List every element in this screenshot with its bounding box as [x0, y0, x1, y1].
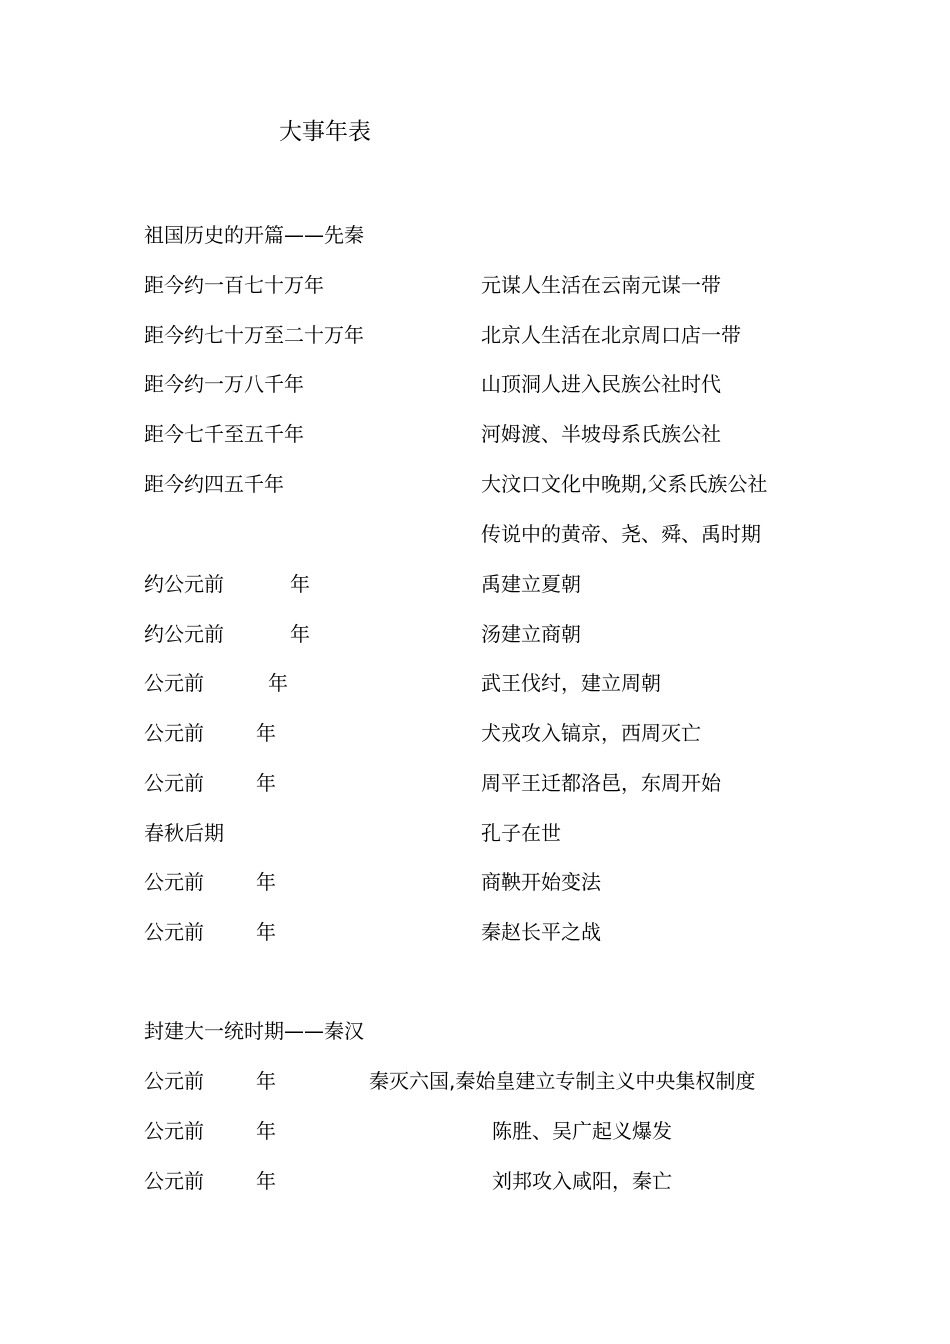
- row-date: 公元前: [144, 771, 204, 795]
- row-date: 距今约七十万至二十万年: [144, 323, 364, 347]
- row-event: 北京人生活在北京周口店一带: [481, 323, 741, 347]
- section-heading-pre-qin: 祖国历史的开篇——先秦: [144, 223, 364, 247]
- row-date: 春秋后期: [144, 821, 224, 845]
- row-event: 河姆渡、半坡母系氏族公社: [481, 422, 721, 446]
- row-date: 公元前: [144, 1069, 204, 1093]
- row-date: 约公元前: [144, 622, 224, 646]
- row-date: 距今七千至五千年: [144, 422, 304, 446]
- row-event: 陈胜、吴广起义爆发: [492, 1119, 672, 1143]
- row-event: 秦灭六国,秦始皇建立专制主义中央集权制度: [369, 1069, 756, 1093]
- row-event: 山顶洞人进入民族公社时代: [481, 372, 721, 396]
- row-year-suffix: 年: [256, 870, 276, 894]
- row-event: 武王伐纣，建立周朝: [481, 671, 661, 695]
- row-date: 公元前: [144, 671, 204, 695]
- row-event: 孔子在世: [481, 821, 561, 845]
- row-date: 距今约四五千年: [144, 472, 284, 496]
- row-year-suffix: 年: [268, 671, 288, 695]
- row-date: 公元前: [144, 870, 204, 894]
- row-event: 元谋人生活在云南元谋一带: [481, 273, 721, 297]
- row-event: 周平王迁都洛邑，东周开始: [481, 771, 721, 795]
- row-event: 商鞅开始变法: [481, 870, 601, 894]
- row-date: 距今约一万八千年: [144, 372, 304, 396]
- page-title: 大事年表: [279, 119, 371, 145]
- section-heading-qin-han: 封建大一统时期——秦汉: [144, 1019, 364, 1043]
- row-date: 约公元前: [144, 572, 224, 596]
- row-year-suffix: 年: [290, 622, 310, 646]
- row-date: 公元前: [144, 920, 204, 944]
- row-year-suffix: 年: [290, 572, 310, 596]
- row-event: 汤建立商朝: [481, 622, 581, 646]
- row-year-suffix: 年: [256, 1119, 276, 1143]
- row-year-suffix: 年: [256, 721, 276, 745]
- row-event: 传说中的黄帝、尧、舜、禹时期: [481, 522, 761, 546]
- row-year-suffix: 年: [256, 1069, 276, 1093]
- row-date: 距今约一百七十万年: [144, 273, 324, 297]
- row-date: 公元前: [144, 1119, 204, 1143]
- row-year-suffix: 年: [256, 771, 276, 795]
- row-event: 秦赵长平之战: [481, 920, 601, 944]
- row-year-suffix: 年: [256, 1169, 276, 1193]
- row-event: 刘邦攻入咸阳，秦亡: [492, 1169, 672, 1193]
- row-event: 禹建立夏朝: [481, 572, 581, 596]
- row-event: 犬戎攻入镐京，西周灭亡: [481, 721, 701, 745]
- row-date: 公元前: [144, 721, 204, 745]
- row-date: 公元前: [144, 1169, 204, 1193]
- row-event: 大汶口文化中晚期,父系氏族公社: [481, 472, 768, 496]
- row-year-suffix: 年: [256, 920, 276, 944]
